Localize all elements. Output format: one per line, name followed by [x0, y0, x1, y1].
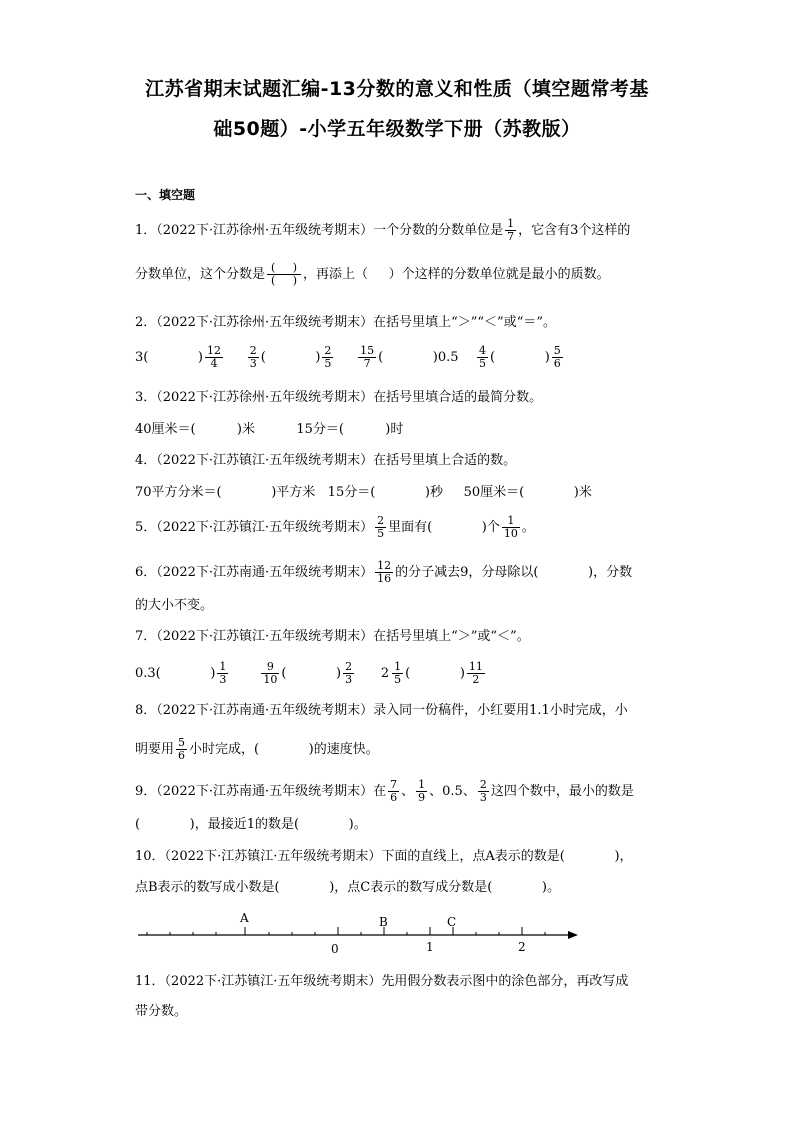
question-5: 5．（2022下·江苏镇江·五年级统考期末） $\frac{2}{5}$ 里面有( )个 $\frac{1}{10}$ 。 — [135, 514, 535, 540]
label-a: A — [240, 911, 249, 925]
question-8-line-2: 明要用 $\frac{5}{6}$ 小时完成，( )的速度快。 — [135, 736, 379, 762]
question-1-line-1: 1．（2022下·江苏徐州·五年级统考期末）一个分数的分数单位是 $\frac{1}{7}$ ，它含有3个这样的 — [135, 217, 631, 243]
question-1-line-2: 分数单位，这个分数是 $\frac{( )}{( )}$ ，再添上（ ）个这样的分数单位就是最小的质数。 — [135, 261, 610, 287]
question-8-line-1: 8．（2022下·江苏南通·五年级统考期末）录入同一份稿件，小红要用1.1小时完成，小 — [135, 703, 628, 718]
question-3-stem: 3．（2022下·江苏徐州·五年级统考期末）在括号里填合适的最简分数。 — [135, 390, 543, 405]
question-9-line-2: ( )，最接近1的数是( )。 — [135, 817, 367, 832]
question-6-line-1: 6．（2022下·江苏南通·五年级统考期末） $\frac{12}{16}$ 的分子减去9，分母除以( )，分数 — [135, 559, 633, 585]
question-6-line-2: 的大小不变。 — [135, 598, 214, 613]
label-2: 2 — [518, 940, 526, 954]
section-heading: 一、填空题 — [135, 188, 196, 202]
question-7-items: 0.3( ) $\frac{1}{3}$ $\frac{9}{10}$ ( ) $\frac{2}{3}$ 2 $\frac{1}{5}$ ( ) $\frac{11}{2}$ — [135, 660, 483, 686]
question-9-line-1: 9．（2022下·江苏南通·五年级统考期末）在 $\frac{7}{6}$ 、 $\frac{1}{9}$ 、0.5、 $\frac{2}{3}$ 这四个数中，最小的数是 — [135, 778, 634, 804]
number-line-ticks — [147, 927, 545, 935]
label-c: C — [447, 915, 457, 929]
question-2-stem: 2．（2022下·江苏徐州·五年级统考期末）在括号里填上“＞”“＜”或“＝”。 — [135, 315, 556, 330]
document-title-line-2: 础50题）-小学五年级数学下册（苏教版） — [213, 118, 581, 140]
answer-fraction-blank[interactable]: $\frac{( )}{( )}$ — [267, 262, 301, 287]
label-b: B — [379, 915, 388, 929]
question-2-items: 3( ) $\frac{12}{4}$ $\frac{2}{3}$ ( ) $\frac{2}{5}$ $\frac{15}{7}$ ( )0.5 $\frac{4}{5}$ ( ) $\frac{5}{6}$ — [135, 344, 561, 370]
document-title-line-1: 江苏省期末试题汇编-13分数的意义和性质（填空题常考基 — [145, 78, 649, 100]
question-10-line-1: 10．（2022下·江苏镇江·五年级统考期末）下面的直线上，点A表示的数是( )， — [135, 849, 633, 864]
question-4-stem: 4．（2022下·江苏镇江·五年级统考期末）在括号里填上合适的数。 — [135, 453, 517, 468]
question-11-line-1: 11．（2022下·江苏镇江·五年级统考期末）先用假分数表示图中的涂色部分，再改写成 — [135, 974, 629, 989]
fraction-unit: $\frac{1}{7}$ — [507, 217, 515, 243]
number-line-arrow-icon — [568, 931, 578, 939]
question-11-line-2: 带分数。 — [135, 1004, 188, 1019]
label-1: 1 — [426, 940, 434, 954]
question-10-line-2: 点B表示的数写成小数是( )，点C表示的数写成分数是( )。 — [135, 880, 560, 895]
label-0: 0 — [331, 942, 339, 956]
question-7-stem: 7．（2022下·江苏镇江·五年级统考期末）在括号里填上“＞”或“＜”。 — [135, 629, 530, 644]
number-line-figure — [130, 905, 590, 957]
question-4-items: 70平方分米＝( )平方米 15分＝( )秒 50厘米＝( )米 — [135, 485, 592, 500]
question-3-items: 40厘米＝( )米 15分＝( )时 — [135, 422, 404, 437]
